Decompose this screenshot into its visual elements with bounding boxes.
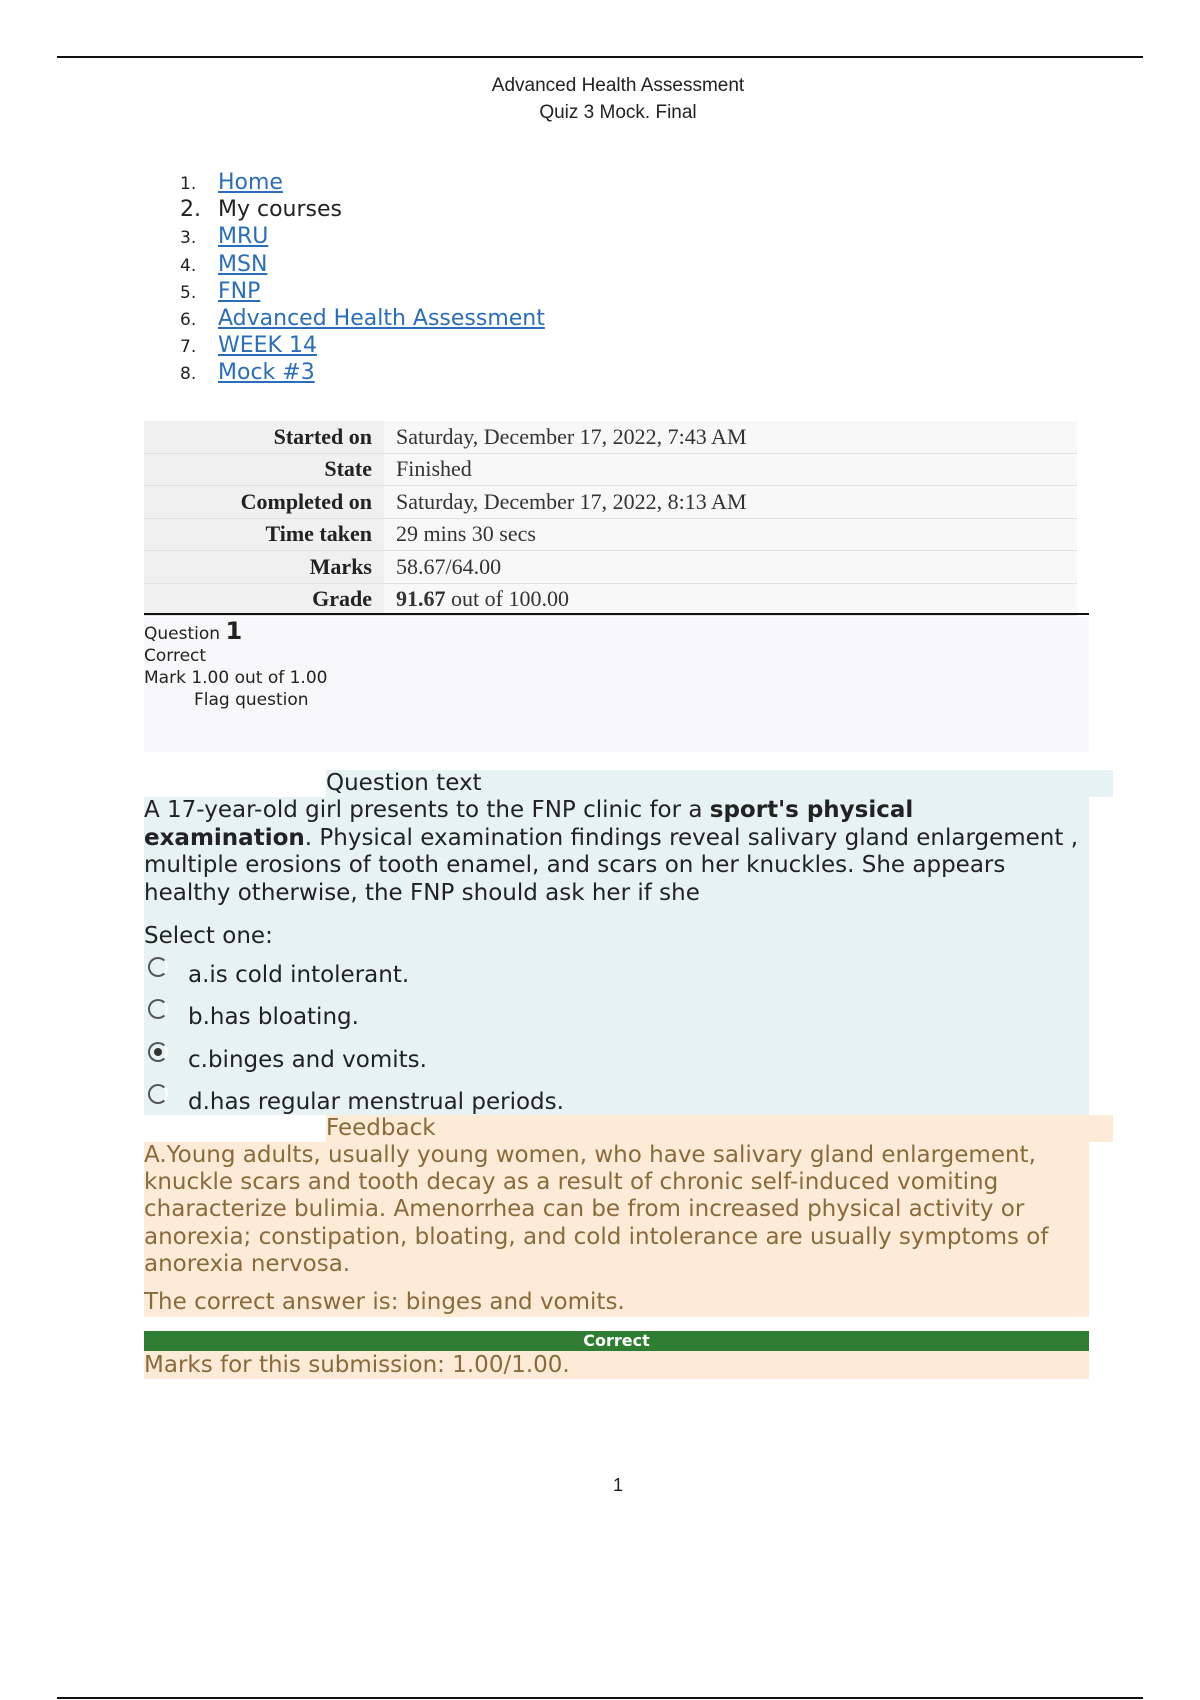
question-body xyxy=(144,797,1089,1115)
breadcrumb-link-course[interactable]: Advanced Health Assessment xyxy=(218,305,545,331)
document-title: Advanced Health Assessment xyxy=(491,75,745,96)
breadcrumb-my-courses: My courses xyxy=(218,197,342,223)
correct-answer-text: The correct answer is: binges and vomits. xyxy=(144,1289,625,1316)
breadcrumb-link-msn[interactable]: MSN xyxy=(218,251,268,277)
breadcrumb-item: 3. MRU xyxy=(180,224,269,250)
document-subtitle: Quiz 3 Mock. Final xyxy=(539,102,697,123)
grade-suffix: out of 100.00 xyxy=(445,586,569,612)
select-prompt: Select one: xyxy=(144,923,273,949)
summary-row: Completed on Saturday, December 17, 2022, 8:13 AM xyxy=(144,486,1077,519)
breadcrumb-item: 6. Advanced Health Assessment xyxy=(180,305,545,331)
summary-divider xyxy=(144,613,1089,615)
breadcrumb-link-mru[interactable]: MRU xyxy=(218,224,269,250)
breadcrumb-item: 8. Mock #3 xyxy=(180,360,315,386)
breadcrumb-item: 2. My courses xyxy=(180,197,342,223)
question-label: Question xyxy=(144,624,221,644)
answer-option-d[interactable]: d.has regular menstrual periods. xyxy=(144,1078,1089,1121)
question-mark: Mark 1.00 out of 1.00 xyxy=(144,668,328,688)
answer-option-c[interactable]: c.binges and vomits. xyxy=(144,1036,1089,1079)
attempt-summary-table xyxy=(144,421,1077,616)
feedback-heading: Feedback xyxy=(144,1115,1113,1142)
answer-option-a[interactable]: a.is cold intolerant. xyxy=(144,951,1089,994)
feedback-body xyxy=(144,1142,1089,1317)
feedback-text: A.Young adults, usually young women, who have salivary gland enlargement, knuckle scars and tooth decay as a result of chronic self-induced vomiting characterize bulimia. Amenorrhea can be from increased physical activity or anorexia; constipation, bloating, and cold intolerance are usually symptoms of anorexia nervosa. xyxy=(144,1142,1049,1277)
footer-rule xyxy=(57,1697,1143,1699)
radio-checked-icon[interactable] xyxy=(148,1042,168,1062)
summary-row: Marks 58.67/64.00 xyxy=(144,551,1077,584)
breadcrumb-item: 4. MSN xyxy=(180,251,268,277)
breadcrumb-item: 7. WEEK 14 xyxy=(180,333,317,359)
page-number: 1 xyxy=(612,1475,623,1495)
breadcrumb-link-mock[interactable]: Mock #3 xyxy=(218,360,315,386)
question-text: A 17-year-old girl presents to the FNP clinic for a sport's physical examination. Physical examination findings reveal salivary gland enlargement , multiple erosions of tooth enamel, and scars on her knuckles. She appears healthy otherwise, the FNP should ask her if she xyxy=(144,797,1079,906)
radio-icon[interactable] xyxy=(148,1084,168,1104)
answer-option-b[interactable]: b.has bloating. xyxy=(144,993,1089,1036)
summary-row: Time taken 29 mins 30 secs xyxy=(144,518,1077,551)
document-header xyxy=(0,72,1200,126)
breadcrumb-item: 5. FNP xyxy=(180,278,261,304)
summary-row-grade: Grade 91.67 out of 100.00 xyxy=(144,583,1077,616)
correct-badge: Correct xyxy=(144,1331,1089,1351)
radio-icon[interactable] xyxy=(148,999,168,1019)
breadcrumb-link-fnp[interactable]: FNP xyxy=(218,278,261,304)
grade-value: 91.67 xyxy=(396,586,446,612)
breadcrumb-item: 1. Home xyxy=(180,170,283,195)
radio-icon[interactable] xyxy=(148,957,168,977)
breadcrumb-link-home[interactable]: Home xyxy=(218,170,283,195)
flag-question-button[interactable]: Flag question xyxy=(194,690,309,710)
summary-row: Started on Saturday, December 17, 2022, 7:43 AM xyxy=(144,421,1077,453)
question-info xyxy=(144,617,1089,752)
question-text-heading: Question text xyxy=(144,770,1113,797)
breadcrumb-link-week[interactable]: WEEK 14 xyxy=(218,333,317,359)
submission-marks: Marks for this submission: 1.00/1.00. xyxy=(144,1351,1089,1379)
header-rule xyxy=(57,56,1143,58)
question-status: Correct xyxy=(144,646,207,666)
breadcrumb xyxy=(180,170,545,388)
summary-row: State Finished xyxy=(144,453,1077,486)
question-number: 1 xyxy=(225,617,243,645)
